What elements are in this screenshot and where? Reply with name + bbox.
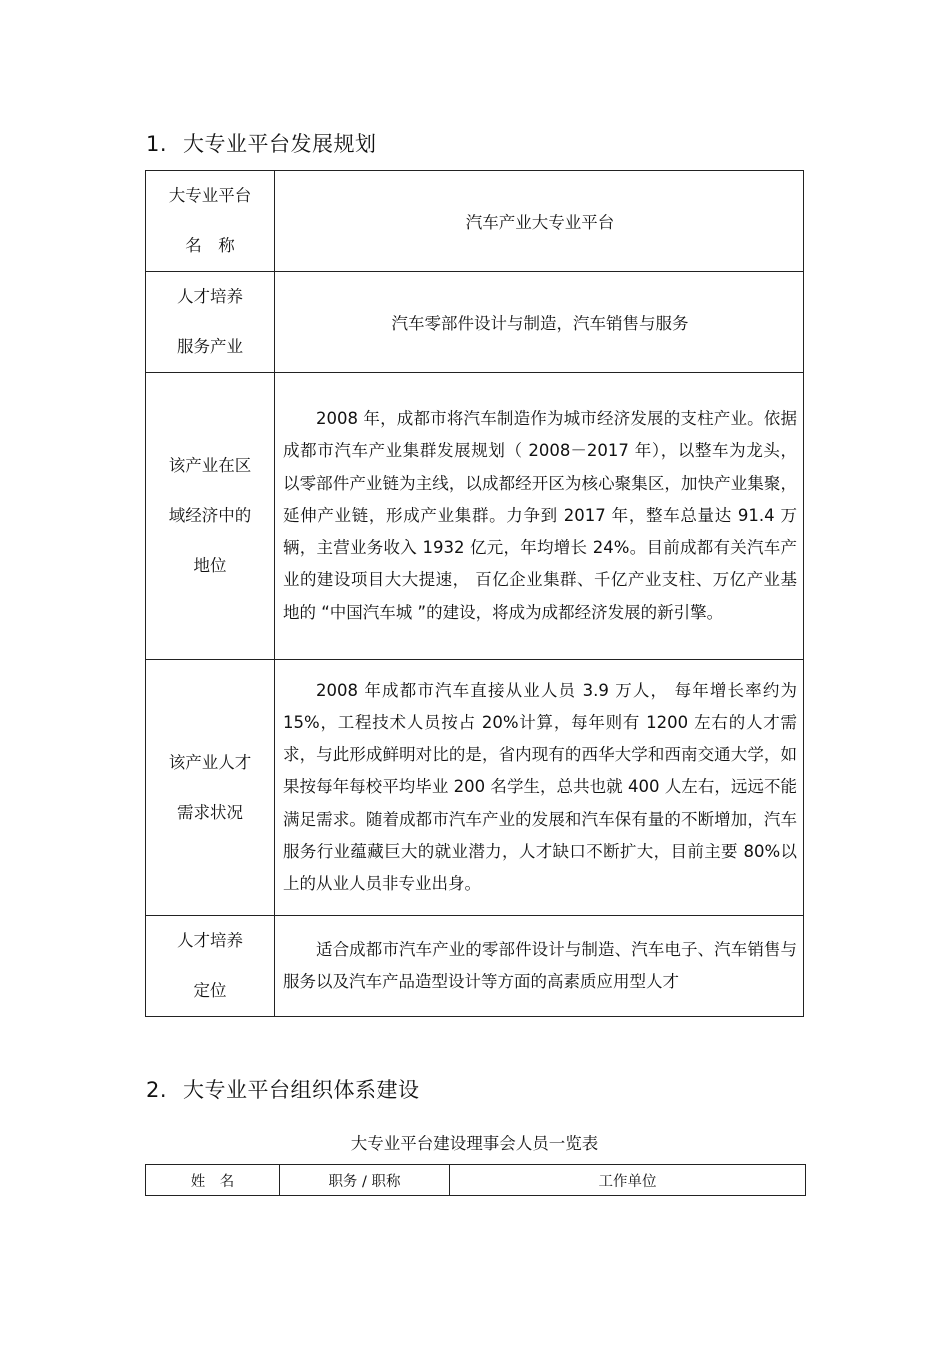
- label-line: 名 称: [185, 236, 235, 255]
- row-content: [275, 171, 804, 272]
- column-header-position: 职务 / 职称: [280, 1165, 450, 1196]
- row-label: [146, 171, 275, 272]
- section-1-heading: [146, 128, 377, 158]
- table-row-platform-name: [146, 171, 804, 272]
- label-line: 地位: [193, 556, 227, 575]
- service-industry-value: 汽车零部件设计与制造，汽车销售与服务: [391, 314, 689, 333]
- platform-plan-table: [145, 170, 804, 1017]
- label-line: 该产业人才: [168, 752, 252, 772]
- row-content: [275, 660, 804, 916]
- table-row-service-industry: [146, 272, 804, 373]
- label-line: 人才培养: [177, 287, 243, 306]
- column-header-employer: 工作单位: [450, 1165, 806, 1196]
- label-line: 服务产业: [177, 337, 243, 356]
- row-content: [275, 373, 804, 660]
- talent-demand-paragraph: 2008 年成都市汽车直接从业人员 3.9 万人， 每年增长率约为 15%，工程技术人员按占 20%计算，每年则有 1200 左右的人才需求，与此形成鲜明对比的是，省内现有的西华大学和西南交通大学，如果按每年每校平均毕业 200 名学生，总共也就 400 人左右，远远不能满足需求。随着成都市汽车产业的发展和汽车保有量的不断增加，汽车服务行业蕴藏巨大的就业潜力，人才缺口不断扩大，目前主要 80%以上的从业人员非专业出身。: [283, 680, 797, 893]
- row-label: [146, 916, 275, 1017]
- platform-name-value: 汽车产业大专业平台: [465, 213, 615, 232]
- council-table-caption: 大专业平台建设理事会人员一览表: [350, 1134, 599, 1153]
- row-label: [146, 272, 275, 373]
- section-1-number: 1.: [146, 132, 168, 156]
- table-row-training-positioning: [146, 916, 804, 1017]
- label-line: 该产业在区: [168, 456, 252, 475]
- section-2-number: 2.: [146, 1078, 168, 1102]
- regional-status-paragraph: 2008 年，成都市将汽车制造作为城市经济发展的支柱产业。依据成都市汽车产业集群发展规划（ 2008－2017 年），以整车为龙头，以零部件产业链为主线，以成都经开区为核心聚集区，加快产业集聚，延伸产业链，形成产业集群。力争到 2017 年，整车总量达 91.4 万辆，主营业务收入 1932 亿元，年均增长 24%。目前成都有关汽车产业的建设项目大大提速， 百亿企业集群、千亿产业支柱、万亿产业基地的 “中国汽车城 ”的建设，将成为成都经济发展的新引擎。: [283, 409, 797, 622]
- row-content: [275, 916, 804, 1017]
- row-label: [146, 373, 275, 660]
- training-positioning-paragraph: 适合成都市汽车产业的零部件设计与制造、汽车电子、汽车销售与服务以及汽车产品造型设计等方面的高素质应用型人才: [283, 939, 797, 991]
- table-row-regional-status: [146, 373, 804, 660]
- council-members-table: [145, 1164, 806, 1196]
- label-line: 域经济中的: [168, 506, 252, 525]
- section-1-title: 大专业平台发展规划: [183, 132, 377, 156]
- row-label: [146, 660, 275, 916]
- table-row-talent-demand: [146, 660, 804, 916]
- label-line: 需求状况: [177, 802, 243, 822]
- label-line: 人才培养: [177, 931, 243, 950]
- table-header-row: [146, 1165, 806, 1196]
- label-line: 定位: [193, 981, 227, 1000]
- label-line: 大专业平台: [168, 186, 252, 205]
- row-content: [275, 272, 804, 373]
- section-2-title: 大专业平台组织体系建设: [183, 1078, 420, 1102]
- section-2-heading: [146, 1074, 420, 1104]
- column-header-name: 姓 名: [146, 1165, 280, 1196]
